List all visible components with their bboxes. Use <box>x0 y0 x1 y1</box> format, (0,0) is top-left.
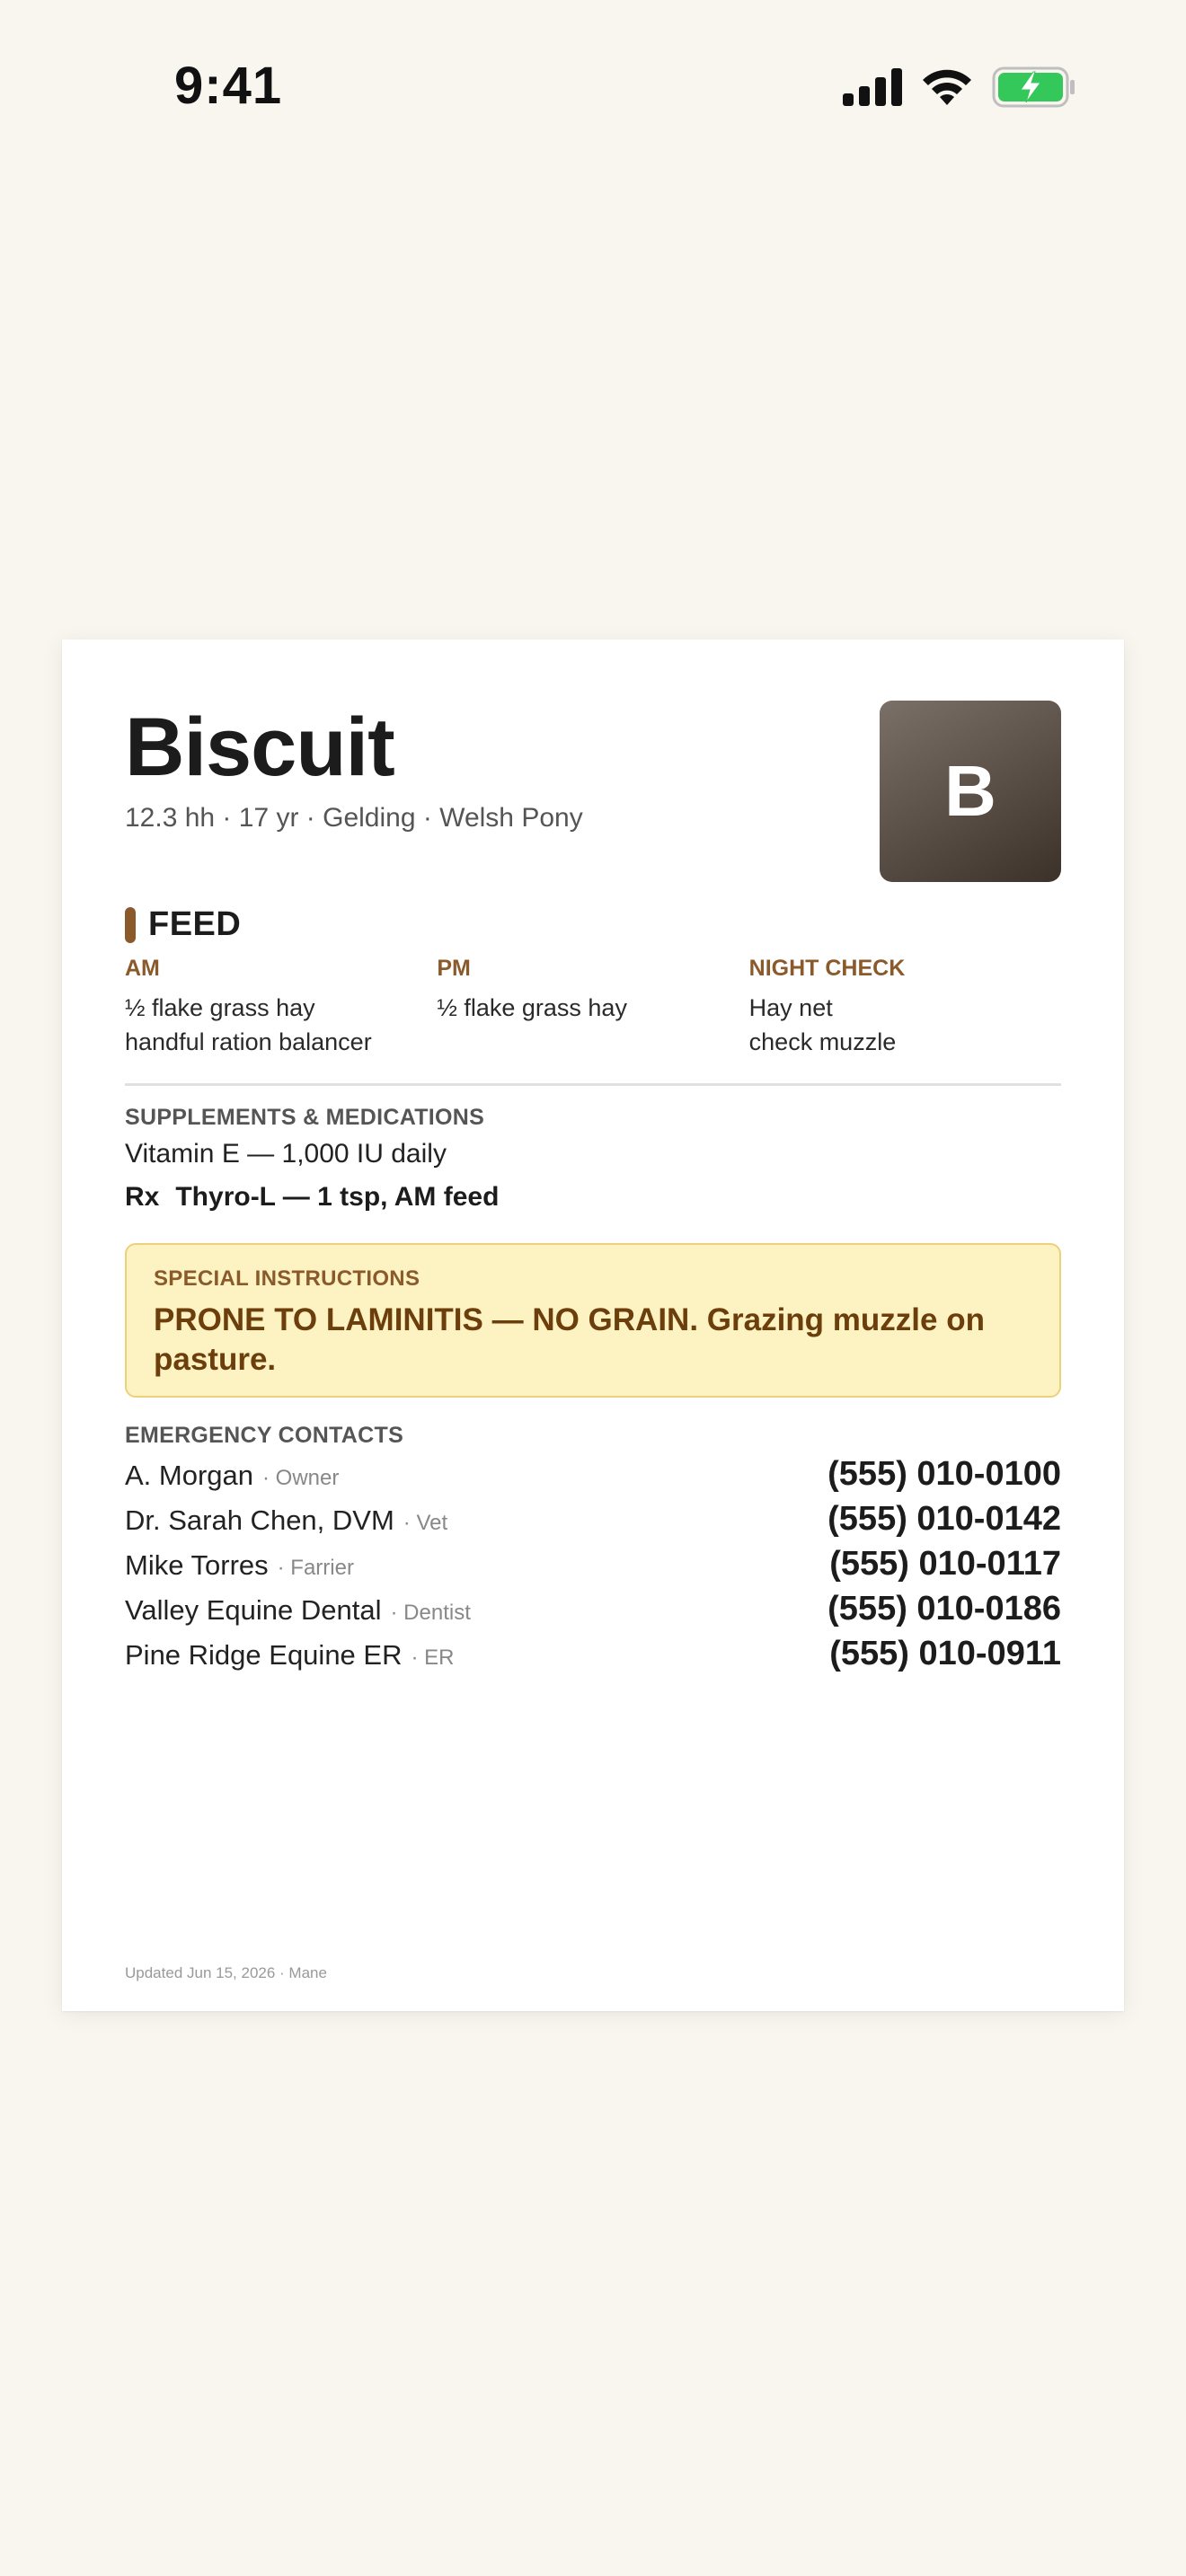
horse-card <box>62 640 1124 2011</box>
special-instructions-label: SPECIAL INSTRUCTIONS <box>154 1266 420 1291</box>
contact-phone-link[interactable]: (555) 010-0911 <box>829 1635 1061 1672</box>
feed-columns <box>125 956 1061 1059</box>
contact-row[interactable] <box>125 1500 1061 1545</box>
rx-tag: Rx <box>125 1182 160 1212</box>
feed-line: ½ flake grass hay <box>125 994 315 1021</box>
contact-row[interactable] <box>125 1455 1061 1500</box>
contact-phone-link[interactable]: (555) 010-0117 <box>829 1545 1061 1583</box>
signal-icon <box>843 68 902 106</box>
contact-row[interactable] <box>125 1590 1061 1635</box>
contact-role: · Owner <box>262 1466 340 1490</box>
status-bar <box>0 0 1186 171</box>
feed-col-night-check <box>749 956 1061 1059</box>
contact-phone-link[interactable]: (555) 010-0100 <box>828 1455 1061 1493</box>
feed-line: Hay net <box>748 994 833 1021</box>
feed-col-pm <box>437 956 748 1059</box>
avatar <box>880 701 1061 882</box>
status-icons <box>843 65 1076 110</box>
contact-row[interactable] <box>125 1635 1061 1680</box>
supplement-line: Vitamin E — 1,000 IU daily <box>125 1139 447 1169</box>
contacts-list <box>125 1455 1061 1680</box>
feed-col-label: AM <box>125 956 160 981</box>
avatar-letter: B <box>944 751 996 831</box>
feed-line: handful ration balancer <box>125 1028 372 1055</box>
feed-col-label: PM <box>437 956 471 981</box>
wifi-icon <box>920 67 974 107</box>
contact-name: Mike Torres <box>125 1549 269 1581</box>
feed-line: ½ flake grass hay <box>437 994 627 1021</box>
contact-phone-link[interactable]: (555) 010-0186 <box>828 1590 1061 1628</box>
supplements-label: SUPPLEMENTS & MEDICATIONS <box>125 1105 485 1130</box>
special-instructions-box <box>125 1243 1061 1398</box>
contact-role: · Farrier <box>277 1556 354 1580</box>
feed-accent-bar <box>125 907 136 943</box>
feed-section-header <box>125 905 241 944</box>
contact-phone-link[interactable]: (555) 010-0142 <box>828 1500 1061 1538</box>
feed-line: check muzzle <box>748 1028 897 1055</box>
special-instructions-text: PRONE TO LAMINITIS — NO GRAIN. Grazing muzzle on pasture. <box>154 1302 985 1377</box>
horse-meta: 12.3 hh · 17 yr · Gelding · Welsh Pony <box>125 803 583 833</box>
contact-name: Dr. Sarah Chen, DVM <box>125 1504 394 1536</box>
rx-text: Thyro-L — 1 tsp, AM feed <box>175 1182 500 1212</box>
contact-role: · ER <box>411 1645 455 1670</box>
battery-charging-icon <box>992 66 1076 108</box>
status-time: 9:41 <box>174 57 283 115</box>
horse-name: Biscuit <box>125 701 394 793</box>
contact-role: · Dentist <box>390 1601 471 1625</box>
feed-col-label: NIGHT CHECK <box>748 956 906 981</box>
contact-name: Pine Ridge Equine ER <box>125 1639 403 1671</box>
feed-col-am <box>125 956 437 1059</box>
footer-updated: Updated Jun 15, 2026 · Mane <box>125 1964 327 1981</box>
contact-name: Valley Equine Dental <box>125 1594 382 1626</box>
contact-row[interactable] <box>125 1545 1061 1590</box>
rx-line <box>125 1182 499 1213</box>
contact-role: · Vet <box>403 1511 448 1535</box>
divider <box>125 1083 1061 1086</box>
contact-name: A. Morgan <box>125 1460 254 1491</box>
emergency-contacts-label: EMERGENCY CONTACTS <box>125 1423 404 1448</box>
feed-title: FEED <box>148 905 242 943</box>
